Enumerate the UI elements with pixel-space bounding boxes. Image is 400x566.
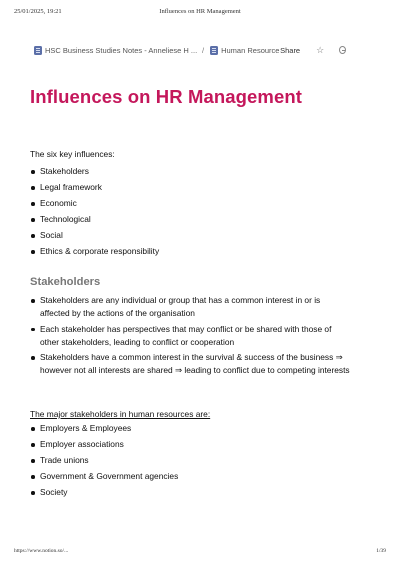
print-url: https://www.notion.so/...	[14, 548, 69, 554]
topbar	[34, 43, 346, 57]
more-icon[interactable]	[339, 46, 346, 54]
page-title: Influences on HR Management	[30, 86, 303, 107]
star-icon[interactable]: ☆	[316, 44, 325, 55]
print-page-number: 1/39	[376, 548, 386, 554]
list-item: Stakeholders	[30, 165, 350, 181]
list-item: Ethics & corporate responsibility	[30, 245, 350, 261]
print-title: Influences on HR Management	[159, 8, 241, 15]
stakeholder-points-block	[30, 294, 350, 380]
breadcrumb-separator: /	[202, 45, 205, 55]
influences-block	[30, 148, 350, 261]
page-icon	[210, 46, 218, 55]
stakeholder-points-list	[30, 294, 350, 377]
share-button[interactable]: Share	[280, 45, 301, 55]
page-icon	[34, 46, 42, 55]
list-item: Stakeholders have a common interest in the survival & success of the business ⇒ however not all interests are shared ⇒ leading to conflict due to competing interests	[30, 351, 350, 377]
list-item: Legal framework	[30, 181, 350, 197]
major-stakeholders-list	[30, 422, 350, 502]
breadcrumb-item-human-resource[interactable]	[210, 45, 280, 55]
breadcrumb-label: HSC Business Studies Notes - Anneliese H ...	[45, 45, 198, 55]
major-stakeholders-block	[30, 422, 350, 502]
list-item: Each stakeholder has perspectives that may conflict or be shared with those of other stakeholders, leading to conflict or cooperation	[30, 323, 350, 349]
list-item: Social	[30, 229, 350, 245]
list-item: Employers & Employees	[30, 422, 350, 438]
breadcrumb-item-notes[interactable]	[34, 46, 196, 55]
influences-list	[30, 165, 350, 261]
list-item: Technological	[30, 213, 350, 229]
print-date: 25/01/2025, 19:21	[14, 8, 62, 15]
stakeholders-heading: Stakeholders	[30, 276, 101, 288]
print-header	[14, 8, 386, 20]
list-item: Employer associations	[30, 438, 350, 454]
list-item: Stakeholders are any individual or group that has a common interest in or is affected by the actions of the organisation	[30, 294, 350, 320]
major-stakeholders-label: The major stakeholders in human resources are:	[30, 409, 211, 419]
list-item: Society	[30, 486, 350, 502]
list-item: Government & Government agencies	[30, 470, 350, 486]
print-footer	[14, 548, 386, 558]
list-item: Economic	[30, 197, 350, 213]
breadcrumb-label: Human Resource	[221, 45, 280, 55]
influences-intro: The six key influences:	[30, 149, 115, 159]
list-item: Trade unions	[30, 454, 350, 470]
